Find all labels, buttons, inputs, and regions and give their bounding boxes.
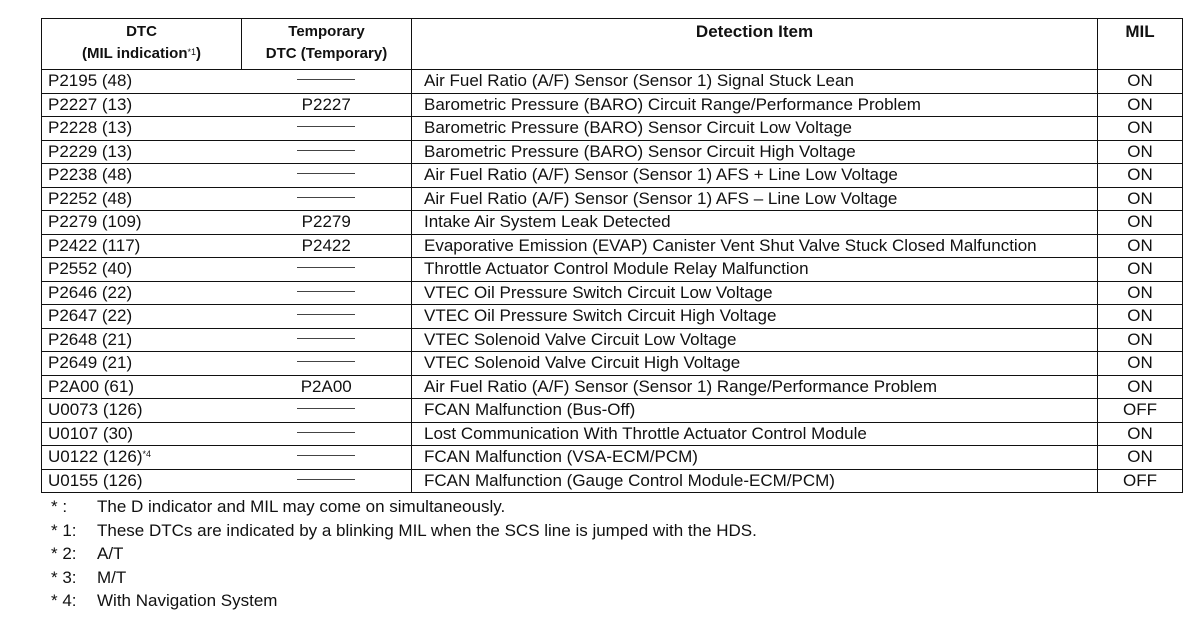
dtc-code: U0073 (126) <box>48 400 143 419</box>
dtc-code-cell <box>42 70 242 94</box>
empty-dash <box>297 455 355 456</box>
empty-dash <box>297 408 355 409</box>
mil-status-cell: ON <box>1098 187 1183 211</box>
empty-dash <box>297 267 355 268</box>
footnote-mark: * : <box>51 497 68 516</box>
mil-status-cell: ON <box>1098 234 1183 258</box>
detection-item-cell: Air Fuel Ratio (A/F) Sensor (Sensor 1) AFS – Line Low Voltage <box>412 187 1098 211</box>
empty-dash <box>297 197 355 198</box>
table-row <box>42 140 1183 164</box>
temporary-dtc-cell <box>242 258 412 282</box>
detection-item-cell: Barometric Pressure (BARO) Circuit Range/Performance Problem <box>412 93 1098 117</box>
table-row <box>42 469 1183 493</box>
detection-item-cell: VTEC Solenoid Valve Circuit High Voltage <box>412 352 1098 376</box>
dtc-code-cell <box>42 281 242 305</box>
table-row <box>42 399 1183 423</box>
table-row <box>42 70 1183 94</box>
dtc-document <box>41 18 1182 613</box>
dtc-code-cell <box>42 93 242 117</box>
table-row <box>42 93 1183 117</box>
empty-dash <box>297 173 355 174</box>
dtc-code: U0107 (30) <box>48 423 134 443</box>
temporary-dtc-cell <box>242 328 412 352</box>
table-row <box>42 352 1183 376</box>
mil-status-cell: ON <box>1098 446 1183 470</box>
footnote-text: With Navigation System <box>97 591 278 610</box>
footnote <box>41 542 1182 566</box>
table-row <box>42 234 1183 258</box>
detection-item-cell: FCAN Malfunction (VSA-ECM/PCM) <box>412 446 1098 470</box>
dtc-code-cell <box>42 352 242 376</box>
detection-item-cell: Throttle Actuator Control Module Relay Malfunction <box>412 258 1098 282</box>
dtc-code-cell <box>42 211 242 235</box>
mil-status-cell: ON <box>1098 70 1183 94</box>
mil-status-cell: ON <box>1098 258 1183 282</box>
detection-item-cell: Air Fuel Ratio (A/F) Sensor (Sensor 1) Signal Stuck Lean <box>412 70 1098 94</box>
footnote-text: These DTCs are indicated by a blinking MIL when the SCS line is jumped with the HDS. <box>97 520 757 540</box>
dtc-code: P2228 (13) <box>48 118 133 137</box>
mil-status-cell: ON <box>1098 328 1183 352</box>
table-row <box>42 328 1183 352</box>
dtc-code: U0155 (126) <box>48 470 143 490</box>
mil-status-cell: ON <box>1098 422 1183 446</box>
dtc-code: P2A00 (61) <box>48 376 134 396</box>
temporary-dtc-cell <box>242 187 412 211</box>
table-row <box>42 117 1183 141</box>
empty-dash <box>297 150 355 151</box>
temporary-dtc-cell <box>242 305 412 329</box>
temporary-dtc-cell <box>242 164 412 188</box>
dtc-code-cell <box>42 140 242 164</box>
empty-dash <box>297 126 355 127</box>
footnote <box>41 566 1182 590</box>
dtc-code-cell <box>42 234 242 258</box>
footnote-text: M/T <box>97 567 127 587</box>
dtc-code: P2227 (13) <box>48 94 133 114</box>
detection-item-cell: VTEC Solenoid Valve Circuit Low Voltage <box>412 328 1098 352</box>
detection-item-cell: Barometric Pressure (BARO) Sensor Circuit High Voltage <box>412 140 1098 164</box>
footnote-mark: * 1: <box>51 520 77 540</box>
mil-status-cell: OFF <box>1098 399 1183 423</box>
header-dtc-line1: DTC <box>126 23 157 40</box>
empty-dash <box>297 314 355 315</box>
mil-status-cell: ON <box>1098 352 1183 376</box>
dtc-code: P2648 (21) <box>48 329 133 349</box>
table-row <box>42 375 1183 399</box>
footnote <box>41 519 1182 543</box>
header-temp-line1: Temporary <box>288 23 365 40</box>
empty-dash <box>297 479 355 480</box>
table-row <box>42 258 1183 282</box>
dtc-code: P2195 (48) <box>48 71 133 90</box>
header-temp-line2: DTC (Temporary) <box>265 45 388 62</box>
header-dtc-close-paren: ) <box>196 45 202 62</box>
temporary-dtc-cell <box>242 422 412 446</box>
temporary-dtc-cell <box>242 70 412 94</box>
temporary-dtc-cell <box>242 352 412 376</box>
header-dtc-line2 <box>42 43 241 65</box>
dtc-code-cell <box>42 117 242 141</box>
temporary-dtc-cell <box>242 281 412 305</box>
dtc-code-cell <box>42 187 242 211</box>
mil-status-cell: ON <box>1098 375 1183 399</box>
footnote-mark: * 3: <box>51 567 77 587</box>
table-row <box>42 422 1183 446</box>
mil-status-cell: ON <box>1098 281 1183 305</box>
header-detection-item: Detection Item <box>412 19 1098 70</box>
dtc-code-cell <box>42 399 242 423</box>
dtc-code: P2229 (13) <box>48 141 133 161</box>
dtc-code: P2647 (22) <box>48 306 133 325</box>
temporary-dtc-cell: P2279 <box>242 211 412 235</box>
header-dtc-footnote-mark: *1 <box>187 47 197 57</box>
footnotes <box>41 495 1182 613</box>
mil-status-cell: ON <box>1098 164 1183 188</box>
table-row <box>42 211 1183 235</box>
dtc-code-cell <box>42 305 242 329</box>
footnote-text: The D indicator and MIL may come on simultaneously. <box>97 497 506 516</box>
detection-item-cell: Intake Air System Leak Detected <box>412 211 1098 235</box>
detection-item-cell: Evaporative Emission (EVAP) Canister Vent Shut Valve Stuck Closed Malfunction <box>412 234 1098 258</box>
table-row <box>42 281 1183 305</box>
table-row <box>42 187 1183 211</box>
mil-status-cell: OFF <box>1098 469 1183 493</box>
dtc-code-cell <box>42 422 242 446</box>
detection-item-cell: Air Fuel Ratio (A/F) Sensor (Sensor 1) Range/Performance Problem <box>412 375 1098 399</box>
dtc-code-cell <box>42 469 242 493</box>
dtc-code-cell <box>42 164 242 188</box>
footnote-mark: * 4: <box>51 591 77 610</box>
header-temporary-dtc <box>242 19 412 70</box>
temporary-dtc-cell: P2422 <box>242 234 412 258</box>
mil-status-cell: ON <box>1098 117 1183 141</box>
dtc-code-cell <box>42 375 242 399</box>
empty-dash <box>297 291 355 292</box>
empty-dash <box>297 432 355 433</box>
mil-status-cell: ON <box>1098 305 1183 329</box>
empty-dash <box>297 338 355 339</box>
detection-item-cell: FCAN Malfunction (Bus-Off) <box>412 399 1098 423</box>
dtc-code: P2552 (40) <box>48 259 133 278</box>
temporary-dtc-cell <box>242 469 412 493</box>
dtc-code: P2252 (48) <box>48 188 133 208</box>
detection-item-cell: Air Fuel Ratio (A/F) Sensor (Sensor 1) AFS + Line Low Voltage <box>412 164 1098 188</box>
temporary-dtc-cell: P2A00 <box>242 375 412 399</box>
temporary-dtc-cell: P2227 <box>242 93 412 117</box>
mil-status-cell: ON <box>1098 211 1183 235</box>
dtc-code-cell <box>42 258 242 282</box>
mil-status-cell: ON <box>1098 140 1183 164</box>
dtc-code: P2279 (109) <box>48 212 142 231</box>
temporary-dtc-cell <box>242 140 412 164</box>
footnote <box>41 589 1182 613</box>
header-dtc-mil-indication: (MIL indication <box>81 45 188 62</box>
detection-item-cell: VTEC Oil Pressure Switch Circuit High Voltage <box>412 305 1098 329</box>
dtc-footnote-mark: *4 <box>142 449 152 459</box>
empty-dash <box>297 79 355 80</box>
detection-item-cell: Lost Communication With Throttle Actuator Control Module <box>412 422 1098 446</box>
header-mil: MIL <box>1098 19 1183 70</box>
dtc-code: P2649 (21) <box>48 353 133 372</box>
dtc-code: P2238 (48) <box>48 165 133 184</box>
empty-dash <box>297 361 355 362</box>
temporary-dtc-cell <box>242 117 412 141</box>
table-row <box>42 305 1183 329</box>
dtc-code-cell <box>42 328 242 352</box>
mil-status-cell: ON <box>1098 93 1183 117</box>
dtc-code-cell <box>42 446 242 470</box>
table-row <box>42 164 1183 188</box>
temporary-dtc-cell <box>242 399 412 423</box>
detection-item-cell: Barometric Pressure (BARO) Sensor Circuit Low Voltage <box>412 117 1098 141</box>
footnote <box>41 495 1182 519</box>
dtc-code: P2646 (22) <box>48 282 133 302</box>
temporary-dtc-cell <box>242 446 412 470</box>
detection-item-cell: VTEC Oil Pressure Switch Circuit Low Voltage <box>412 281 1098 305</box>
table-header-row <box>42 19 1183 70</box>
table-row <box>42 446 1183 470</box>
footnote-mark: * 2: <box>51 544 77 563</box>
dtc-code: P2422 (117) <box>48 235 141 255</box>
detection-item-cell: FCAN Malfunction (Gauge Control Module-ECM/PCM) <box>412 469 1098 493</box>
dtc-code: U0122 (126) <box>48 447 143 466</box>
dtc-table <box>41 18 1183 493</box>
footnote-text: A/T <box>97 544 124 563</box>
header-dtc <box>42 19 242 70</box>
